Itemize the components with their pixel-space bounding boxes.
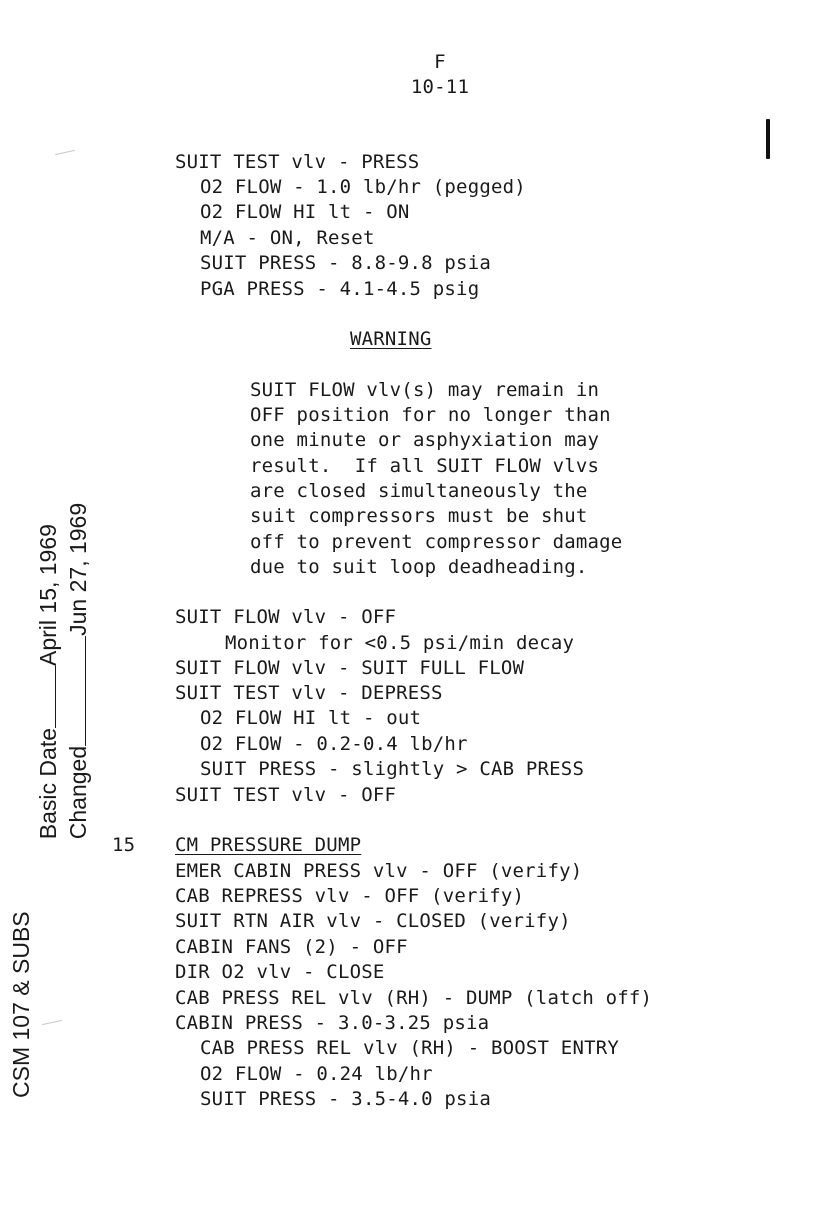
procedure-line: SUIT PRESS - 8.8-9.8 psia bbox=[200, 252, 491, 274]
warning-text-line: off to prevent compressor damage bbox=[250, 531, 623, 553]
page-speck bbox=[55, 150, 75, 155]
basic-date-label: Basic Date bbox=[35, 728, 61, 840]
basic-date-value: April 15, 1969 bbox=[35, 524, 61, 666]
warning-text-line: are closed simultaneously the bbox=[250, 480, 588, 502]
warning-text-line: result. If all SUIT FLOW vlvs bbox=[250, 455, 600, 477]
procedure-line: O2 FLOW HI lt - ON bbox=[200, 201, 410, 223]
procedure-line: CABIN FANS (2) - OFF bbox=[175, 936, 408, 958]
procedure-line: PGA PRESS - 4.1-4.5 psig bbox=[200, 278, 480, 300]
procedure-line: CAB PRESS REL vlv (RH) - DUMP (latch off) bbox=[175, 987, 653, 1009]
change-bar bbox=[766, 119, 770, 159]
warning-text-line: one minute or asphyxiation may bbox=[250, 429, 600, 451]
step-number: 15 bbox=[112, 834, 136, 856]
changed-value: Jun 27, 1969 bbox=[65, 502, 91, 636]
procedure-line: CABIN PRESS - 3.0-3.25 psia bbox=[175, 1012, 490, 1034]
warning-text-line: OFF position for no longer than bbox=[250, 404, 611, 426]
procedure-line: SUIT PRESS - slightly > CAB PRESS bbox=[200, 758, 585, 780]
procedure-line: DIR O2 vlv - CLOSE bbox=[175, 961, 385, 983]
procedure-line: O2 FLOW - 1.0 lb/hr (pegged) bbox=[200, 176, 526, 198]
document-id: CSM 107 & SUBS bbox=[8, 911, 34, 1098]
procedure-line: CAB REPRESS vlv - OFF (verify) bbox=[175, 885, 525, 907]
procedure-line: M/A - ON, Reset bbox=[200, 227, 375, 249]
procedure-line: O2 FLOW - 0.24 lb/hr bbox=[200, 1063, 433, 1085]
page-letter: F bbox=[434, 51, 446, 73]
warning-text-line: SUIT FLOW vlv(s) may remain in bbox=[250, 379, 600, 401]
procedure-line: SUIT TEST vlv - OFF bbox=[175, 784, 397, 806]
procedure-line: O2 FLOW - 0.2-0.4 lb/hr bbox=[200, 733, 468, 755]
step-title: CM PRESSURE DUMP bbox=[175, 834, 362, 856]
procedure-line: SUIT TEST vlv - DEPRESS bbox=[175, 682, 443, 704]
procedure-line: EMER CABIN PRESS vlv - OFF (verify) bbox=[175, 860, 583, 882]
underline bbox=[85, 636, 86, 746]
warning-heading: WARNING bbox=[350, 328, 432, 350]
changed-date-row bbox=[38, 503, 92, 852]
page-speck bbox=[42, 1020, 62, 1025]
procedure-line: Monitor for <0.5 psi/min decay bbox=[225, 632, 575, 654]
procedure-line: SUIT FLOW vlv - SUIT FULL FLOW bbox=[175, 657, 525, 679]
warning-text-line: due to suit loop deadheading. bbox=[250, 556, 588, 578]
procedure-line: SUIT RTN AIR vlv - CLOSED (verify) bbox=[175, 910, 571, 932]
procedure-line: SUIT FLOW vlv - OFF bbox=[175, 606, 397, 628]
procedure-line: O2 FLOW HI lt - out bbox=[200, 707, 422, 729]
page-number: 10-11 bbox=[410, 76, 470, 98]
procedure-line: CAB PRESS REL vlv (RH) - BOOST ENTRY bbox=[200, 1037, 620, 1059]
procedure-line: SUIT TEST vlv - PRESS bbox=[175, 151, 420, 173]
warning-text-line: suit compressors must be shut bbox=[250, 505, 588, 527]
procedure-line: SUIT PRESS - 3.5-4.0 psia bbox=[200, 1088, 491, 1110]
changed-label: Changed bbox=[65, 745, 91, 840]
